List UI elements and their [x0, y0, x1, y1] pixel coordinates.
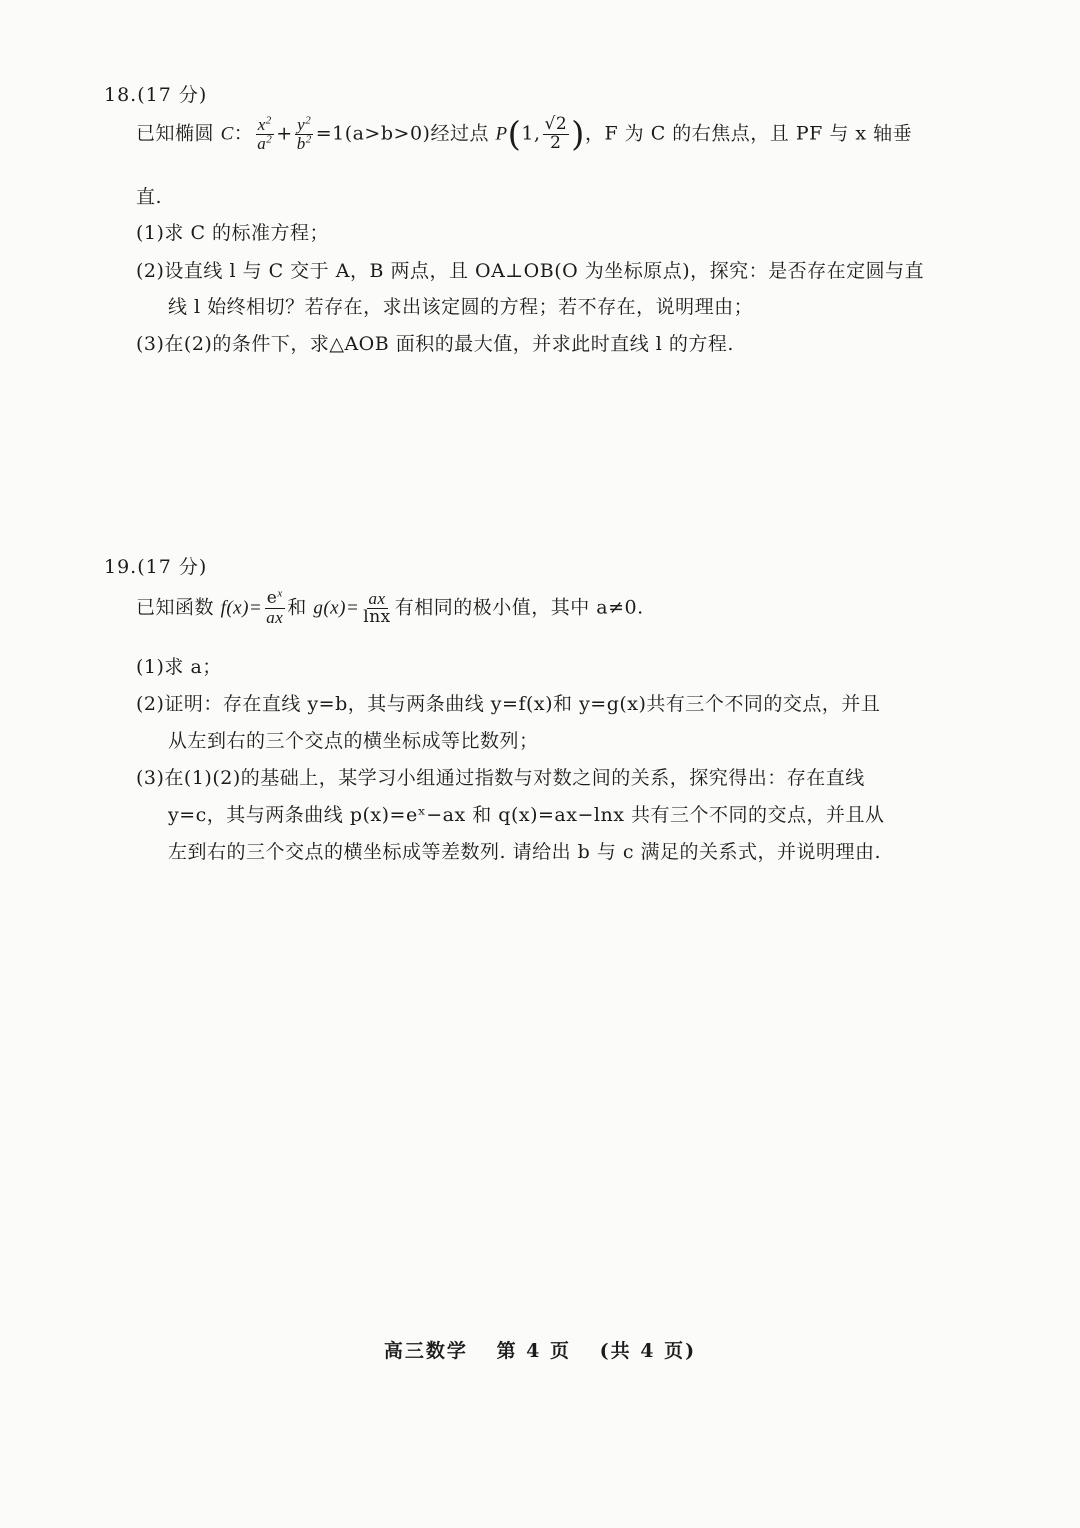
q18-part2-line2: 线 l 始终相切？若存在，求出该定圆的方程；若不存在，说明理由； [168, 296, 754, 318]
q18-frac-y: $\frac{y^2}{b^2}$ [296, 114, 312, 153]
q19-part2-line2: 从左到右的三个交点的横坐标成等比数列； [168, 730, 539, 752]
q19-part1: (1)求 a； [136, 656, 222, 678]
q19-exp: x [277, 587, 283, 600]
q18-part2-line1: (2)设直线 l 与 C 交于 A，B 两点，且 OA⊥OB(O 为坐标原点)，探究：是否存在定圆与直 [136, 260, 925, 282]
q18-frac-x: $\frac{x^2}{a^2}$ [257, 114, 273, 153]
q19-part3-line2: y=c，其与两条曲线 p(x)=eˣ−ax 和 q(x)=ax−lnx 共有三个不同的交点，并且从 [168, 804, 885, 826]
q19-frac-g [361, 590, 392, 627]
q19-f-lhs: f(x)= [220, 597, 263, 619]
q18-points: (17 分) [137, 84, 208, 106]
q18-part1: (1)求 C 的标准方程； [136, 222, 330, 244]
q19-number: 19. [104, 556, 138, 578]
footer-page: 第 4 页 [496, 1340, 572, 1362]
q18-part3: (3)在(2)的条件下，求△AOB 面积的最大值，并求此时直线 l 的方程. [136, 333, 734, 355]
q18-stem-colon: ： [233, 122, 254, 145]
footer-subject: 高三数学 [383, 1340, 468, 1362]
q19-e: e [266, 588, 278, 608]
q18-x: x [257, 115, 266, 134]
q18-sqrt2: √2 [544, 114, 568, 134]
q19-frac-f [264, 587, 285, 627]
q19-stem [136, 587, 644, 627]
q19-ax: ax [266, 607, 284, 627]
q19-part3-line3: 左到右的三个交点的横坐标成等差数列. 请给出 b 与 c 满足的关系式，并说明理由. [168, 841, 882, 863]
q18-header [104, 80, 207, 107]
q19-stem-a: 已知函数 [136, 596, 215, 619]
q19-and: 和 [287, 596, 307, 619]
q19-stem-b: 有相同的极小值，其中 a≠0. [394, 596, 644, 619]
q19-ax2: ax [368, 589, 386, 608]
q19-points: (17 分) [137, 556, 208, 578]
q18-two: 2 [550, 132, 562, 153]
q19-header [104, 552, 207, 579]
q18-stem-c: C [220, 123, 234, 145]
q19-part2-line1: (2)证明：存在直线 y=b，其与两条曲线 y=f(x)和 y=g(x)共有三个不同的交点，并且 [136, 693, 881, 715]
q18-a: a [257, 133, 267, 153]
q18-frac-sqrt2 [543, 116, 570, 153]
q18-stem-a: 已知椭圆 [136, 122, 215, 145]
q18-b: b [296, 133, 306, 153]
q18-eq-cond: =1(a>b>0)经过点 [315, 122, 489, 145]
q18-stem-b: ，F 为 C 的右焦点，且 PF 与 x 轴垂 [584, 122, 913, 145]
page-footer [0, 1336, 1080, 1363]
q18-number: 18. [104, 84, 138, 106]
q18-one: 1, [521, 122, 541, 145]
q18-stem-line1: 已知椭圆 C： $\frac{x^2}{a^2}$ + $\frac{y^2}{b^2}$ =1(a>b>0)经过点 P(1, $\frac{√2}{2}$ )，F 为 C 的右焦点，且 PF 与 x 轴垂 [136, 114, 913, 155]
q19-part3-line1: (3)在(1)(2)的基础上，某学习小组通过指数与对数之间的关系，探究得出：存在直线 [136, 767, 865, 789]
q18-y: y [297, 115, 306, 134]
q18-point-p: P [495, 123, 508, 145]
footer-total: (共 4 页) [599, 1340, 697, 1362]
q19-g-lhs: g(x)= [313, 597, 360, 619]
q18-stem-end: 直. [136, 186, 163, 208]
q19-lnx: lnx [363, 606, 391, 627]
